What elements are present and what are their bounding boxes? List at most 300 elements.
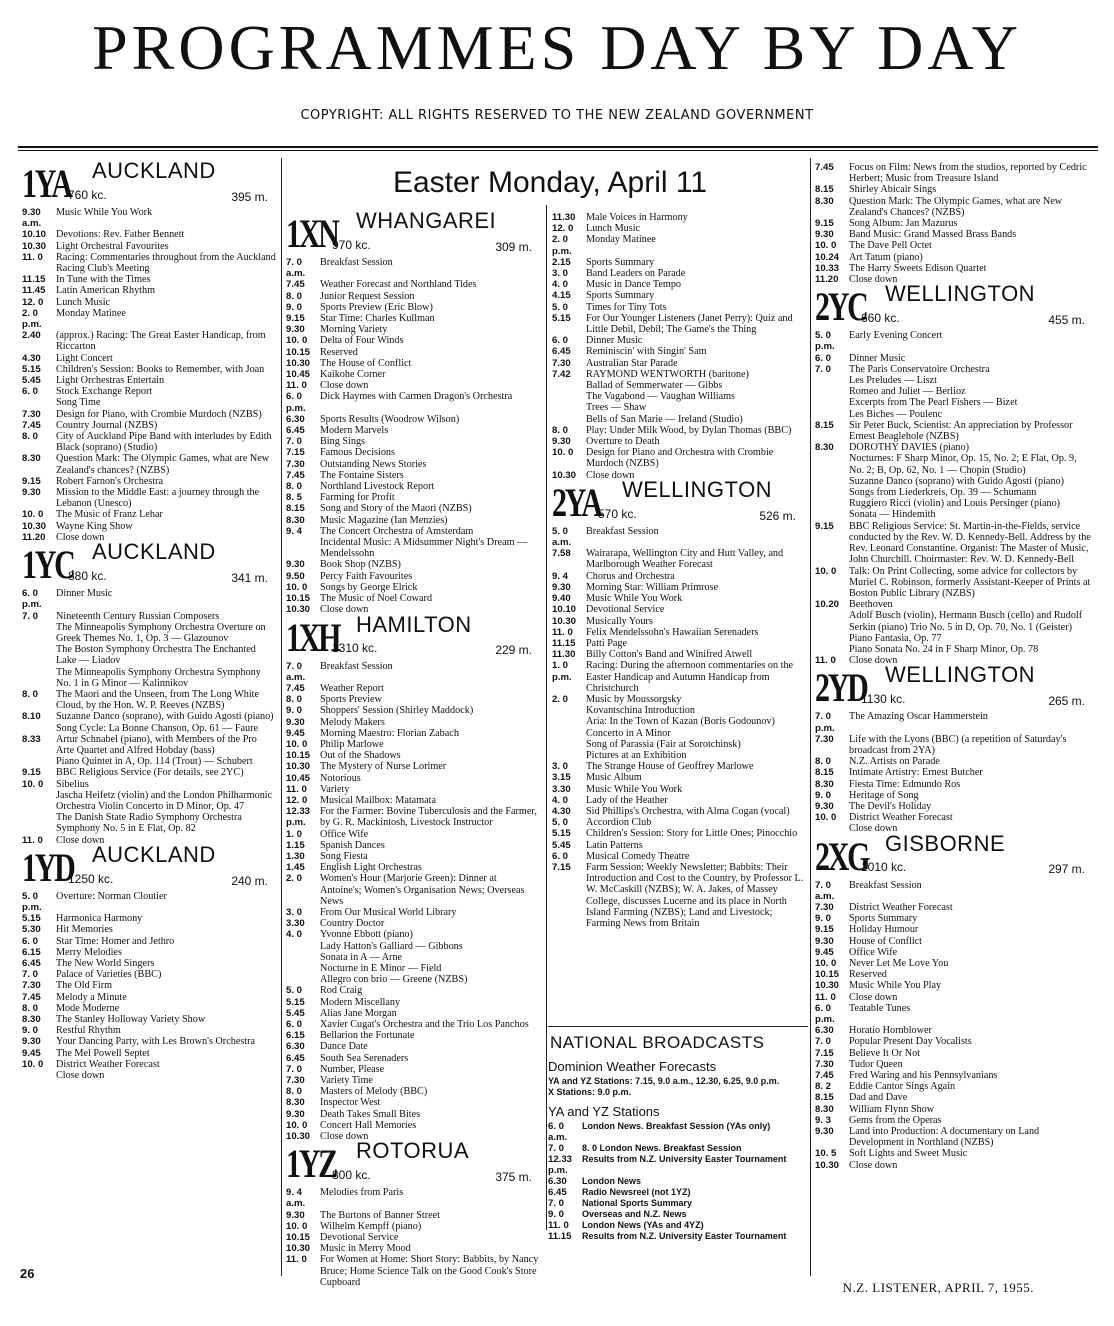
programme-item [22,767,276,778]
programme-item [815,1104,1093,1115]
programme-time: 1. 0 p.m. [552,660,572,683]
programme-time [552,716,586,727]
programme-item [286,829,540,840]
station-name: WELLINGTON [622,476,773,502]
programme-title: Philip Marlowe [320,738,384,750]
programme-title: Farm Session: Weekly Newsletter; Babbits: Their Introduction and Cost to the Country, by Professor L. W. McCaskill (NZBS); W. A. Jakes, of Massey College, discusses Lucerne and its place in North Island Farming (NZBS); Land and Livestock; Farming News from Britain [586,861,804,929]
programme-time [22,644,56,666]
station-frequency: 1310 kc. [332,641,378,656]
programme-item [815,969,1093,980]
programme-title: Light Orchestral Favourites [56,240,169,252]
programme-time: 10.45 [286,369,311,381]
programme-title: Bells of San Marie — Ireland (Studio) [586,413,743,425]
programme-item [552,302,804,313]
programme-time: 10. 0 [552,447,574,459]
programme-title: William Flynn Show [849,1103,935,1115]
programme-time: 1.15 [286,839,305,851]
programme-item [815,812,1093,823]
programme-item [552,212,804,223]
programme-time: 7.45 [22,419,41,431]
programme-time: 11.15 [552,637,576,649]
programme-item [815,229,1093,240]
programme-title: Design for Piano and Orchestra with Crombie Murdoch (NZBS) [586,447,774,470]
programme-time: 7.15 [286,447,305,459]
programme-item [286,1041,540,1052]
programme-time [815,644,849,655]
programme-item [22,1025,276,1036]
station-wavelength: 395 m. [231,189,268,204]
programme-title: The Burtons of Banner Street [320,1209,440,1221]
programme-time: 11. 0 [22,834,43,846]
programme-time: 6. 0 p.m. [815,1002,835,1025]
programme-title: Adolf Busch (violin), Hermann Busch (cello) and Rudolf Serkin (piano) Trio No. 5 in D, Op. 70, No. 1 (Geister) [849,610,1083,633]
programme-item [815,521,1093,566]
programme-item [286,851,540,862]
station-name: AUCKLAND [92,158,216,183]
programme-title: Modern Miscellany [320,996,401,1008]
programme-item [22,487,276,509]
programme-title: Melody Makers [320,716,385,728]
programme-item [552,761,804,772]
programme-title: Northland Livestock Report [320,481,435,493]
programme-title: For Women at Home: Short Story: Babbits, by Nancy Bruce; Home Science Talk on the Good Cook's Store Cupboard [320,1254,539,1288]
programme-time: 10. 0 [286,1220,308,1232]
programme-item [815,633,1093,644]
programme-title: Delta of Four Winds [320,335,404,347]
programme-title: Eddie Cantor Sings Again [849,1081,956,1093]
programme-time: 9.15 [815,218,834,230]
station-frequency: 1250 kc. [68,871,114,886]
programme-item [552,716,804,727]
programme-item [815,386,1093,397]
programme-title: Nocturne in E Minor — Field [320,962,442,974]
programme-time [815,610,849,632]
programme-time [815,476,849,487]
programme-title: Popular Present Day Vocalists [849,1036,972,1048]
programme-title: The Boston Symphony Orchestra The Enchanted Lake — Liadov [56,644,256,667]
programme-time: 10.15 [286,750,311,762]
programme-title: The Mel Powell Septet [56,1047,150,1059]
programme-title: The Concert Orchestra of Amsterdam [320,525,474,537]
programme-time [552,750,586,761]
day-heading: Easter Monday, April 11 [392,166,708,199]
programme-item [552,257,804,268]
programme-title: Breakfast Session [320,660,393,672]
programme-item [815,767,1093,778]
programme-item [286,302,540,313]
programme-title: Your Dancing Party, with Les Brown's Orchestra [56,1036,256,1048]
programme-item [552,694,804,705]
programme-title: Farming for Profit [320,492,395,504]
programme-time [552,402,586,413]
programme-time: 10.24 [815,251,840,263]
programme-title: Jascha Heifetz (violin) and the London Philharmonic Orchestra Violin Concerto in D Minor, Op. 47 [56,789,273,812]
programme-time: 7. 0 p.m. [815,711,835,734]
programme-item [286,1243,540,1254]
programme-item [22,375,276,386]
programme-item [815,240,1093,251]
programme-item [286,503,540,514]
programme-time: 10.30 [286,761,311,773]
station-name: ROTORUA [356,1138,470,1164]
programme-item [552,436,804,447]
programme-title: Bing Sings [320,436,366,448]
programme-title: Light Concert [56,352,113,364]
station-name: WHANGAREI [356,208,497,233]
programme-title: The Stanley Holloway Variety Show [56,1014,206,1025]
programme-item [815,790,1093,801]
station-frequency: 800 kc. [332,1168,371,1183]
programme-title: Mission to the Middle East: a journey through the Lebanon (Unesco) [56,487,260,510]
programme-item [22,1036,276,1047]
programme-time: 7.45 [22,991,41,1003]
programme-time: 8.30 [286,514,305,526]
programme-item [22,353,276,364]
programme-time: 3.30 [552,783,571,795]
programme-item [286,1097,540,1108]
national-item [548,1209,808,1220]
programme-item [22,476,276,487]
station-header [22,539,276,588]
programme-title: Light Orchestras Entertain [56,375,165,387]
national-title-text: London News (YAs and 4YZ) [582,1220,704,1230]
programme-item [815,162,1093,184]
programme-item [815,1036,1093,1047]
programme-time: 8.30 [815,1103,834,1115]
national-title-text: Overseas and N.Z. News [582,1209,687,1219]
station-name: HAMILTON [356,611,472,637]
programme-time: 7.30 [286,1075,305,1087]
programme-title: Billy Cotton's Band and Winifred Atwell [586,649,753,661]
programme-title: Excerpts from The Pearl Fishers — Bizet [849,397,1018,409]
programme-item [552,638,804,649]
programme-item [286,1075,540,1086]
programme-item [552,402,804,413]
programme-title: Variety [320,783,350,795]
programme-title: Focus on Film: News from the studios, reported by Cedric Herbert; Music from Treasure Island [849,162,1087,185]
programme-title: Morning Star: William Primrose [586,581,719,593]
programme-title: Music While You Work [56,207,153,218]
programme-title: Office Wife [320,828,369,840]
programme-time: 7.30 [22,408,41,420]
programme-time [286,974,320,985]
national-title-text: Results from N.Z. University Easter Tournament [582,1154,787,1164]
programme-time: 8. 0 [286,290,303,302]
programme-time: 9. 0 [22,1025,39,1037]
programme-item [22,992,276,1003]
programme-item [286,941,540,952]
column-2 [286,208,540,1288]
station-wavelength: 240 m. [231,873,268,888]
column-4 [815,162,1093,1272]
programme-item [815,453,1093,475]
programme-item [815,476,1093,487]
programme-item [815,498,1093,509]
programme-item [815,734,1093,756]
station-block [815,281,1093,667]
programme-item [286,661,540,683]
programme-time: 1.30 [286,850,305,862]
programme-time: 2.40 [22,330,41,342]
programme-time: 8. 2 [815,1081,832,1093]
programme-item [286,1030,540,1041]
programme-title: Music in Merry Mood [320,1243,411,1255]
programme-item [286,324,540,335]
x-stations-text: X Stations: 9.0 p.m. [548,1087,632,1097]
station-call-sign: 2XG [815,833,869,879]
programme-item [552,649,804,660]
station-wavelength: 265 m. [1048,694,1085,709]
masthead-title: PROGRAMMES DAY BY DAY [92,12,1022,83]
programme-item [22,924,276,935]
national-time: 7. 0 [548,1198,565,1209]
programme-item [22,779,276,790]
programme-title: Notorious [320,772,361,784]
station-wavelength: 455 m. [1048,313,1085,328]
programme-item [22,644,276,666]
programme-time: 4. 0 [286,929,303,941]
programme-title: Melodies from Paris [320,1187,404,1199]
programme-time [552,380,586,391]
programme-time: 4. 0 [552,794,569,806]
programme-title: Stock Exchange Report [56,386,153,398]
programme-item [22,509,276,520]
programme-item [286,1086,540,1097]
programme-time: 10. 0 [286,1119,308,1131]
programme-item [815,420,1093,442]
programme-item [815,218,1093,229]
programme-time: 7. 0 a.m. [286,257,306,280]
programme-title: Famous Decisions [320,447,395,459]
programme-item [286,773,540,784]
programme-title: Harmonica Harmony [56,913,143,925]
programme-title: Close down [849,655,898,667]
programme-item [815,1048,1093,1059]
programme-title: Close down [586,469,635,481]
programme-time: 9.40 [552,593,571,605]
programme-title: Devotional Service [586,604,665,616]
programme-title: Fred Waring and his Pennsylvanians [849,1070,998,1082]
programme-time: 10.30 [815,1159,840,1171]
programme-time: 10. 0 [286,738,308,750]
programme-time: 11.30 [552,212,576,223]
programme-item [22,734,276,756]
programme-item [552,739,804,750]
programme-item [286,593,540,604]
programme-time: 6.45 [286,1052,305,1064]
station-call-sign: 2YC [815,284,867,330]
programme-time [552,414,586,425]
station-block [22,539,276,846]
programme-title: Modern Marvels [320,425,389,437]
programme-item [815,196,1093,218]
programme-time: 7. 0 [286,436,303,448]
programme-title: Music Album [586,772,642,784]
programme-time: 10. 0 [815,957,837,969]
programme-time: 7. 0 a.m. [286,660,306,683]
programme-title: Holiday Humour [849,924,919,936]
programme-title: Racing: During the afternoon commentaries on the Easter Handicap and Autumn Handicap from Christchurch [586,660,794,694]
programme-time: 9.30 [815,1126,834,1138]
programme-time: 6. 0 [22,935,39,947]
programme-item [22,622,276,644]
programme-time: 10. 0 [22,509,44,521]
programme-title: Dinner Music [849,352,906,364]
programme-title: Male Voices in Harmony [586,212,688,223]
programme-item [815,902,1093,913]
programme-time: 12. 0 [22,296,44,308]
programme-time: 9.30 [286,716,305,728]
programme-title: Dance Date [320,1041,368,1053]
programme-time: 8. 0 [286,694,303,706]
programme-title: Sonata — Hindemith [849,509,936,521]
programme-time: 5.15 [22,913,41,925]
programme-time: 6. 0 [286,1019,303,1030]
programme-time: 8. 0 [552,424,569,436]
programme-title: The New World Singers [56,957,155,969]
station-wavelength: 526 m. [759,508,796,523]
programme-title: For Our Younger Listeners (Janet Perry): Quiz and Little Debil, Debil; The Game's the Thing [586,312,793,336]
programme-title: For the Farmer: Bovine Tuberculosis and the Farmer, by G. R. Mackintosh, Livestock Instructor [320,806,537,829]
programme-title: Gems from the Operas [849,1114,942,1126]
programme-title: Allegro con brio — Greene (NZBS) [320,974,468,986]
programme-item [552,627,804,638]
programme-item [22,1048,276,1059]
programme-title: Sibelius [56,778,89,790]
programme-time: 5.15 [552,312,571,324]
programme-time [286,941,320,952]
programme-item [815,353,1093,364]
programme-time: 9.30 [815,800,834,812]
programme-item [552,414,804,425]
programme-title: Tudor Queen [849,1058,903,1070]
programme-item [286,369,540,380]
programme-item [22,229,276,240]
programme-time: 5.45 [286,1007,305,1019]
programme-item [286,1019,540,1030]
programme-item [815,509,1093,520]
national-time: 7. 0 [548,1143,565,1154]
programme-item [552,313,804,335]
programme-item [552,851,804,862]
programme-title: Close down [849,274,898,286]
programme-time: 7. 0 [22,969,39,981]
national-time: 11.15 [548,1231,572,1242]
programme-item [22,1059,276,1070]
programme-title: Musical Mailbox: Matamata [320,794,436,806]
national-time: 9. 0 [548,1209,565,1220]
programme-time: 9.15 [815,520,834,532]
programme-time: 6. 0 [815,352,832,364]
programme-time: 5.45 [552,839,571,851]
programme-item [815,364,1093,375]
programme-item [22,285,276,296]
programme-title: The Mystery of Nurse Lorimer [320,761,447,773]
programme-item [286,1254,540,1288]
programme-item [815,1148,1093,1159]
national-title: NATIONAL BROADCASTS [550,1033,765,1052]
programme-time: 11. 0 [815,655,836,667]
programme-time: 10.30 [552,615,577,627]
programme-title: District Weather Forecast [849,901,953,913]
programme-time: 10.30 [286,357,311,369]
programme-time: 10.30 [286,604,311,616]
station-block [22,841,276,1082]
programme-item [552,616,804,627]
programme-item [286,840,540,851]
programme-time: 5. 0 a.m. [552,525,572,549]
programme-title: Felix Mendelssohn's Hawaiian Serenaders [586,626,759,638]
programme-title: Inspector West [320,1097,381,1109]
station-name: AUCKLAND [92,539,216,565]
programme-time: 3. 0 [552,268,569,280]
programme-title: Rod Craig [320,985,363,997]
national-time: 6. 0 a.m. [548,1121,568,1143]
programme-item [22,330,276,352]
national-title-text: London News [582,1176,641,1186]
programme-time: 7.30 [286,458,305,470]
programme-item [286,963,540,974]
programme-time: 6.30 [286,413,305,425]
programme-time: 9.45 [815,946,834,958]
station-frequency: 970 kc. [332,237,371,252]
programme-item [286,974,540,985]
programme-title: The Fontaine Sisters [320,469,404,481]
programme-time: 12.33 p.m. [286,806,311,829]
programme-item [286,1187,540,1209]
programme-time: 7. 0 [815,1036,832,1048]
programme-item [552,346,804,357]
programme-title: Office Wife [849,946,898,958]
programme-time: 10.30 [815,980,840,992]
programme-time: 10.30 [552,469,577,481]
programme-time [22,1070,56,1081]
station-call-sign: 2YD [815,665,867,711]
programme-title: Piano Sonata No. 24 in F Sharp Minor, Op. 78 [849,643,1039,655]
national-broadcasts [548,1026,808,1242]
programme-item [815,1092,1093,1103]
programme-item [22,297,276,308]
programme-time: 9.30 [552,581,571,593]
programme-title: Monday Matinee [56,307,126,319]
programme-item [286,347,540,358]
programme-time [815,498,849,509]
programme-time: 7. 0 [815,363,832,375]
programme-item [286,358,540,369]
programme-time: 8. 5 [286,492,303,504]
programme-time: 1. 0 [286,828,303,840]
programme-time: 7.42 [552,368,571,380]
programme-time: 8.30 [815,195,834,207]
programme-title: Wilhelm Kempff (piano) [320,1220,422,1232]
national-title-text: Results from N.Z. University Easter Tournament [582,1231,787,1241]
programme-time: 9.30 [815,229,834,241]
programme-time: 8. 0 [286,1086,303,1098]
programme-time: 9.15 [286,313,305,325]
programme-time [22,723,56,734]
programme-item [286,391,540,413]
programme-item [286,559,540,570]
programme-time: 10.33 [815,262,840,274]
programme-item [815,936,1093,947]
programme-item [22,364,276,375]
programme-time: 8.10 [22,711,41,723]
programme-title: Robert Farnon's Orchestra [56,475,164,487]
yayz-heading: YA and YZ Stations [548,1104,660,1119]
programme-time: 9. 4 [552,570,569,582]
programme-time: 10.15 [286,593,311,605]
programme-time: 9.45 [22,1047,41,1059]
